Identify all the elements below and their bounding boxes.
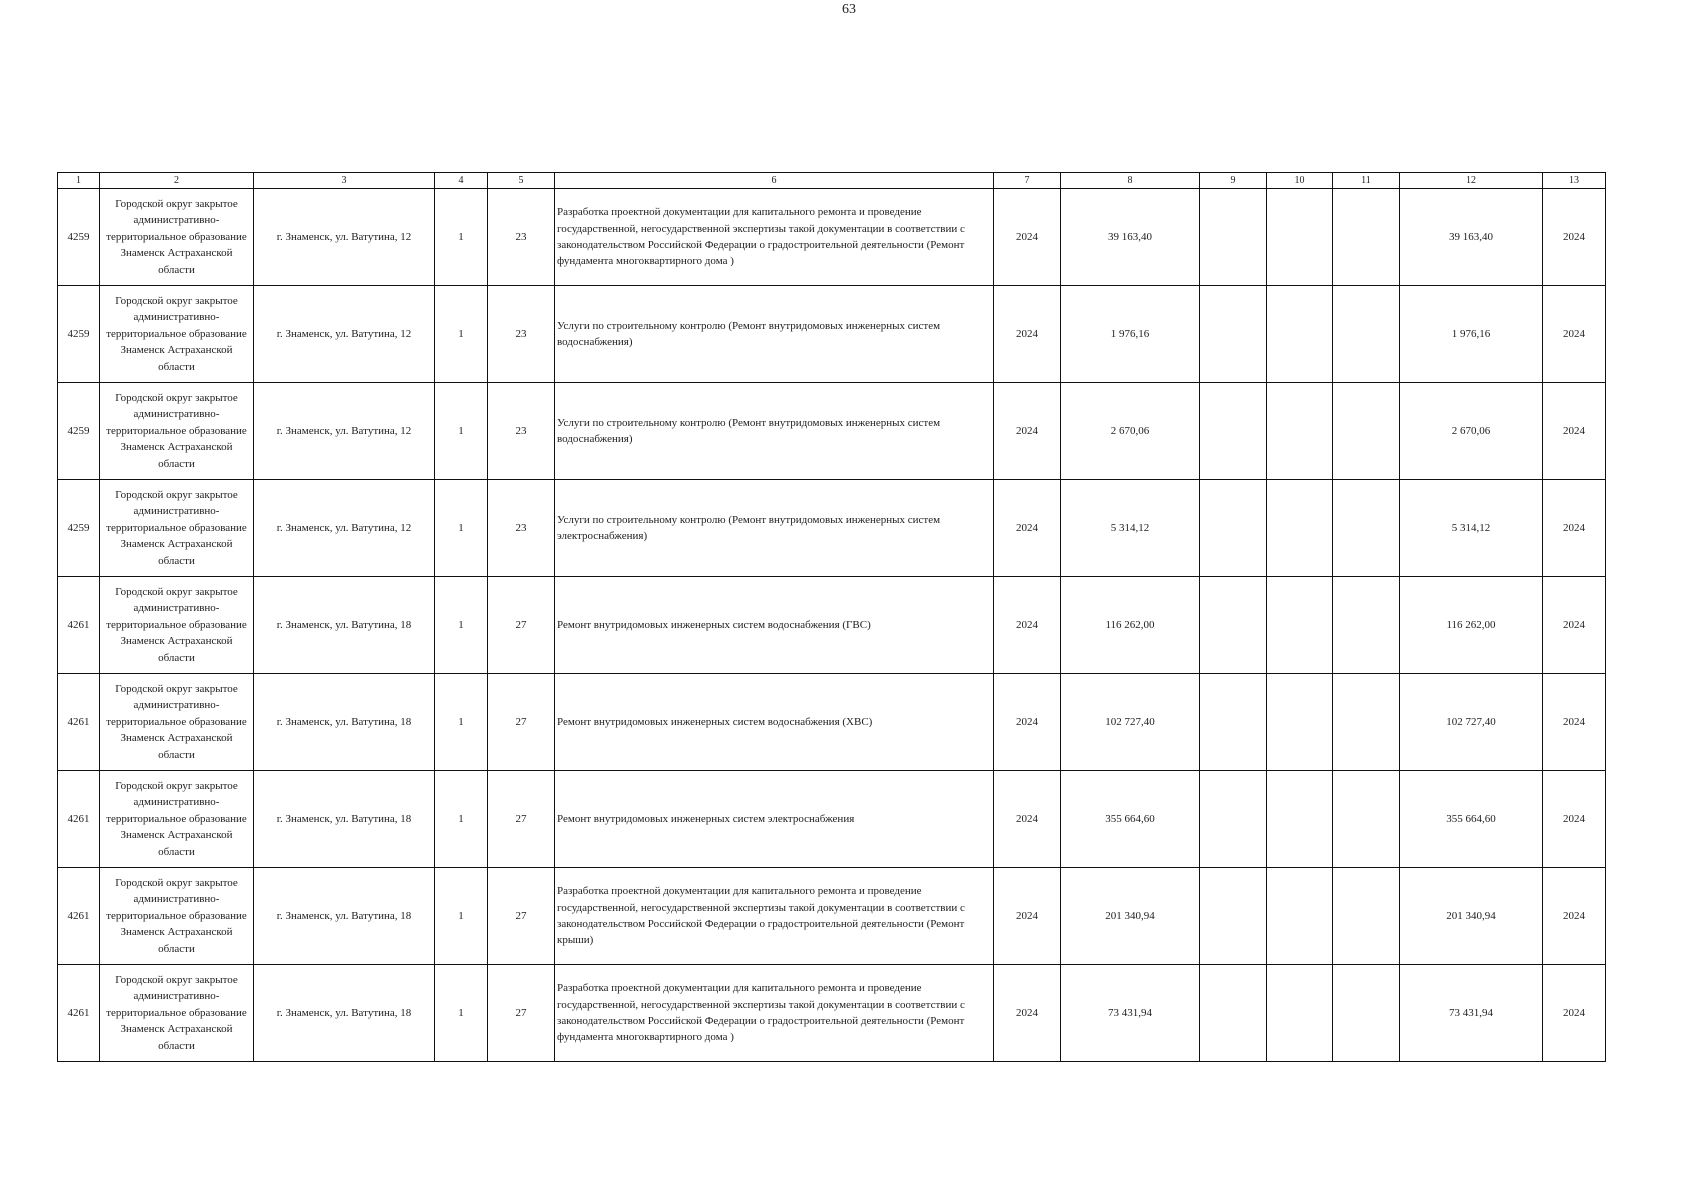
table-row <box>58 674 1606 771</box>
cell-address: г. Знаменск, ул. Ватутина, 18 <box>254 965 435 1062</box>
cell-year-col-13: 2024 <box>1543 286 1606 383</box>
cell-total-cost: 116 262,00 <box>1061 577 1200 674</box>
cell-year-col-13: 2024 <box>1543 868 1606 965</box>
cell-col-10 <box>1267 577 1333 674</box>
cell-municipality: Городской округ закрытое административно-территориальное образование Знаменск Астраханской области <box>100 480 254 577</box>
column-number-header: 10 <box>1267 173 1333 189</box>
table-row <box>58 189 1606 286</box>
cell-year-col-13: 2024 <box>1543 189 1606 286</box>
cell-cost-col-12: 102 727,40 <box>1400 674 1543 771</box>
cell-record-id: 4261 <box>58 868 100 965</box>
cell-municipality: Городской округ закрытое административно-территориальное образование Знаменск Астраханской области <box>100 674 254 771</box>
table-row <box>58 771 1606 868</box>
cell-col-10 <box>1267 965 1333 1062</box>
cell-col-4: 1 <box>435 868 488 965</box>
cell-work-description: Разработка проектной документации для капитального ремонта и проведение государственной, негосударственной экспертизы такой документации в соответствии с законодательством Российской Федерации о градостроительной деятельности (Ремонт крыши) <box>555 868 994 965</box>
cell-year: 2024 <box>994 965 1061 1062</box>
cell-year: 2024 <box>994 286 1061 383</box>
cell-address: г. Знаменск, ул. Ватутина, 12 <box>254 383 435 480</box>
cell-col-9 <box>1200 286 1267 383</box>
cell-year-col-13: 2024 <box>1543 771 1606 868</box>
column-number-header: 9 <box>1200 173 1267 189</box>
cell-col-11 <box>1333 868 1400 965</box>
cell-col-5: 27 <box>488 771 555 868</box>
page-number: 63 <box>842 2 856 17</box>
cell-work-description: Ремонт внутридомовых инженерных систем электроснабжения <box>555 771 994 868</box>
cell-cost-col-12: 1 976,16 <box>1400 286 1543 383</box>
cell-col-10 <box>1267 189 1333 286</box>
cell-col-4: 1 <box>435 674 488 771</box>
cell-col-9 <box>1200 771 1267 868</box>
cell-municipality: Городской округ закрытое административно-территориальное образование Знаменск Астраханской области <box>100 286 254 383</box>
cell-municipality: Городской округ закрытое административно-территориальное образование Знаменск Астраханской области <box>100 383 254 480</box>
cell-year-col-13: 2024 <box>1543 577 1606 674</box>
column-number-header: 3 <box>254 173 435 189</box>
cell-col-5: 23 <box>488 480 555 577</box>
cell-address: г. Знаменск, ул. Ватутина, 12 <box>254 480 435 577</box>
table-row <box>58 965 1606 1062</box>
cell-year: 2024 <box>994 189 1061 286</box>
cell-cost-col-12: 355 664,60 <box>1400 771 1543 868</box>
cell-record-id: 4259 <box>58 383 100 480</box>
cell-col-5: 23 <box>488 286 555 383</box>
table-row <box>58 480 1606 577</box>
cell-col-5: 27 <box>488 868 555 965</box>
cell-col-11 <box>1333 674 1400 771</box>
cell-col-4: 1 <box>435 965 488 1062</box>
cell-col-5: 27 <box>488 674 555 771</box>
cell-col-11 <box>1333 480 1400 577</box>
cell-address: г. Знаменск, ул. Ватутина, 18 <box>254 868 435 965</box>
cell-col-11 <box>1333 771 1400 868</box>
cell-year-col-13: 2024 <box>1543 383 1606 480</box>
cell-col-9 <box>1200 674 1267 771</box>
cell-total-cost: 73 431,94 <box>1061 965 1200 1062</box>
cell-year-col-13: 2024 <box>1543 480 1606 577</box>
cell-record-id: 4261 <box>58 965 100 1062</box>
cell-cost-col-12: 39 163,40 <box>1400 189 1543 286</box>
cell-record-id: 4261 <box>58 771 100 868</box>
cell-cost-col-12: 116 262,00 <box>1400 577 1543 674</box>
cell-municipality: Городской округ закрытое административно-территориальное образование Знаменск Астраханской области <box>100 577 254 674</box>
cell-year-col-13: 2024 <box>1543 965 1606 1062</box>
cell-record-id: 4259 <box>58 286 100 383</box>
column-number-row <box>58 173 1606 189</box>
table-row <box>58 286 1606 383</box>
table-row <box>58 868 1606 965</box>
table-row <box>58 577 1606 674</box>
cell-year: 2024 <box>994 577 1061 674</box>
column-number-header: 12 <box>1400 173 1543 189</box>
table-row <box>58 383 1606 480</box>
cell-record-id: 4259 <box>58 480 100 577</box>
cell-col-9 <box>1200 577 1267 674</box>
cell-cost-col-12: 201 340,94 <box>1400 868 1543 965</box>
cell-work-description: Услуги по строительному контролю (Ремонт внутридомовых инженерных систем водоснабжения) <box>555 286 994 383</box>
cell-municipality: Городской округ закрытое административно-территориальное образование Знаменск Астраханской области <box>100 868 254 965</box>
cell-cost-col-12: 2 670,06 <box>1400 383 1543 480</box>
cell-work-description: Ремонт внутридомовых инженерных систем водоснабжения (ХВС) <box>555 674 994 771</box>
cell-address: г. Знаменск, ул. Ватутина, 12 <box>254 189 435 286</box>
cell-record-id: 4261 <box>58 674 100 771</box>
cell-total-cost: 2 670,06 <box>1061 383 1200 480</box>
cell-total-cost: 201 340,94 <box>1061 868 1200 965</box>
repair-program-table <box>57 172 1606 1062</box>
column-number-header: 5 <box>488 173 555 189</box>
cell-municipality: Городской округ закрытое административно-территориальное образование Знаменск Астраханской области <box>100 771 254 868</box>
cell-address: г. Знаменск, ул. Ватутина, 18 <box>254 577 435 674</box>
cell-col-4: 1 <box>435 383 488 480</box>
cell-col-10 <box>1267 286 1333 383</box>
cell-col-11 <box>1333 965 1400 1062</box>
cell-col-10 <box>1267 674 1333 771</box>
column-number-header: 2 <box>100 173 254 189</box>
cell-total-cost: 355 664,60 <box>1061 771 1200 868</box>
column-number-header: 8 <box>1061 173 1200 189</box>
cell-col-4: 1 <box>435 577 488 674</box>
cell-cost-col-12: 5 314,12 <box>1400 480 1543 577</box>
cell-col-11 <box>1333 383 1400 480</box>
cell-work-description: Услуги по строительному контролю (Ремонт внутридомовых инженерных систем водоснабжения) <box>555 383 994 480</box>
column-number-header: 11 <box>1333 173 1400 189</box>
cell-address: г. Знаменск, ул. Ватутина, 12 <box>254 286 435 383</box>
cell-col-4: 1 <box>435 771 488 868</box>
cell-col-9 <box>1200 480 1267 577</box>
cell-col-5: 23 <box>488 383 555 480</box>
cell-total-cost: 1 976,16 <box>1061 286 1200 383</box>
cell-municipality: Городской округ закрытое административно-территориальное образование Знаменск Астраханской области <box>100 965 254 1062</box>
cell-year: 2024 <box>994 771 1061 868</box>
cell-work-description: Ремонт внутридомовых инженерных систем водоснабжения (ГВС) <box>555 577 994 674</box>
column-number-header: 13 <box>1543 173 1606 189</box>
cell-col-5: 27 <box>488 577 555 674</box>
cell-col-11 <box>1333 577 1400 674</box>
cell-col-9 <box>1200 189 1267 286</box>
cell-col-11 <box>1333 189 1400 286</box>
cell-year: 2024 <box>994 674 1061 771</box>
column-number-header: 4 <box>435 173 488 189</box>
cell-col-5: 23 <box>488 189 555 286</box>
cell-year: 2024 <box>994 480 1061 577</box>
cell-col-11 <box>1333 286 1400 383</box>
cell-col-4: 1 <box>435 286 488 383</box>
cell-address: г. Знаменск, ул. Ватутина, 18 <box>254 771 435 868</box>
cell-address: г. Знаменск, ул. Ватутина, 18 <box>254 674 435 771</box>
cell-col-4: 1 <box>435 189 488 286</box>
cell-total-cost: 39 163,40 <box>1061 189 1200 286</box>
cell-record-id: 4259 <box>58 189 100 286</box>
cell-col-10 <box>1267 868 1333 965</box>
cell-year-col-13: 2024 <box>1543 674 1606 771</box>
cell-col-5: 27 <box>488 965 555 1062</box>
cell-work-description: Услуги по строительному контролю (Ремонт внутридомовых инженерных систем электроснабжения) <box>555 480 994 577</box>
cell-col-9 <box>1200 868 1267 965</box>
cell-work-description: Разработка проектной документации для капитального ремонта и проведение государственной, негосударственной экспертизы такой документации в соответствии с законодательством Российской Федерации о градостроительной деятельности (Ремонт фундамента многоквартирного дома ) <box>555 189 994 286</box>
cell-year: 2024 <box>994 383 1061 480</box>
cell-record-id: 4261 <box>58 577 100 674</box>
cell-cost-col-12: 73 431,94 <box>1400 965 1543 1062</box>
cell-col-4: 1 <box>435 480 488 577</box>
column-number-header: 6 <box>555 173 994 189</box>
cell-work-description: Разработка проектной документации для капитального ремонта и проведение государственной, негосударственной экспертизы такой документации в соответствии с законодательством Российской Федерации о градостроительной деятельности (Ремонт фундамента многоквартирного дома ) <box>555 965 994 1062</box>
cell-total-cost: 102 727,40 <box>1061 674 1200 771</box>
cell-municipality: Городской округ закрытое административно-территориальное образование Знаменск Астраханской области <box>100 189 254 286</box>
column-number-header: 7 <box>994 173 1061 189</box>
cell-col-10 <box>1267 383 1333 480</box>
column-number-header: 1 <box>58 173 100 189</box>
cell-col-10 <box>1267 480 1333 577</box>
cell-total-cost: 5 314,12 <box>1061 480 1200 577</box>
cell-year: 2024 <box>994 868 1061 965</box>
cell-col-9 <box>1200 383 1267 480</box>
cell-col-9 <box>1200 965 1267 1062</box>
cell-col-10 <box>1267 771 1333 868</box>
